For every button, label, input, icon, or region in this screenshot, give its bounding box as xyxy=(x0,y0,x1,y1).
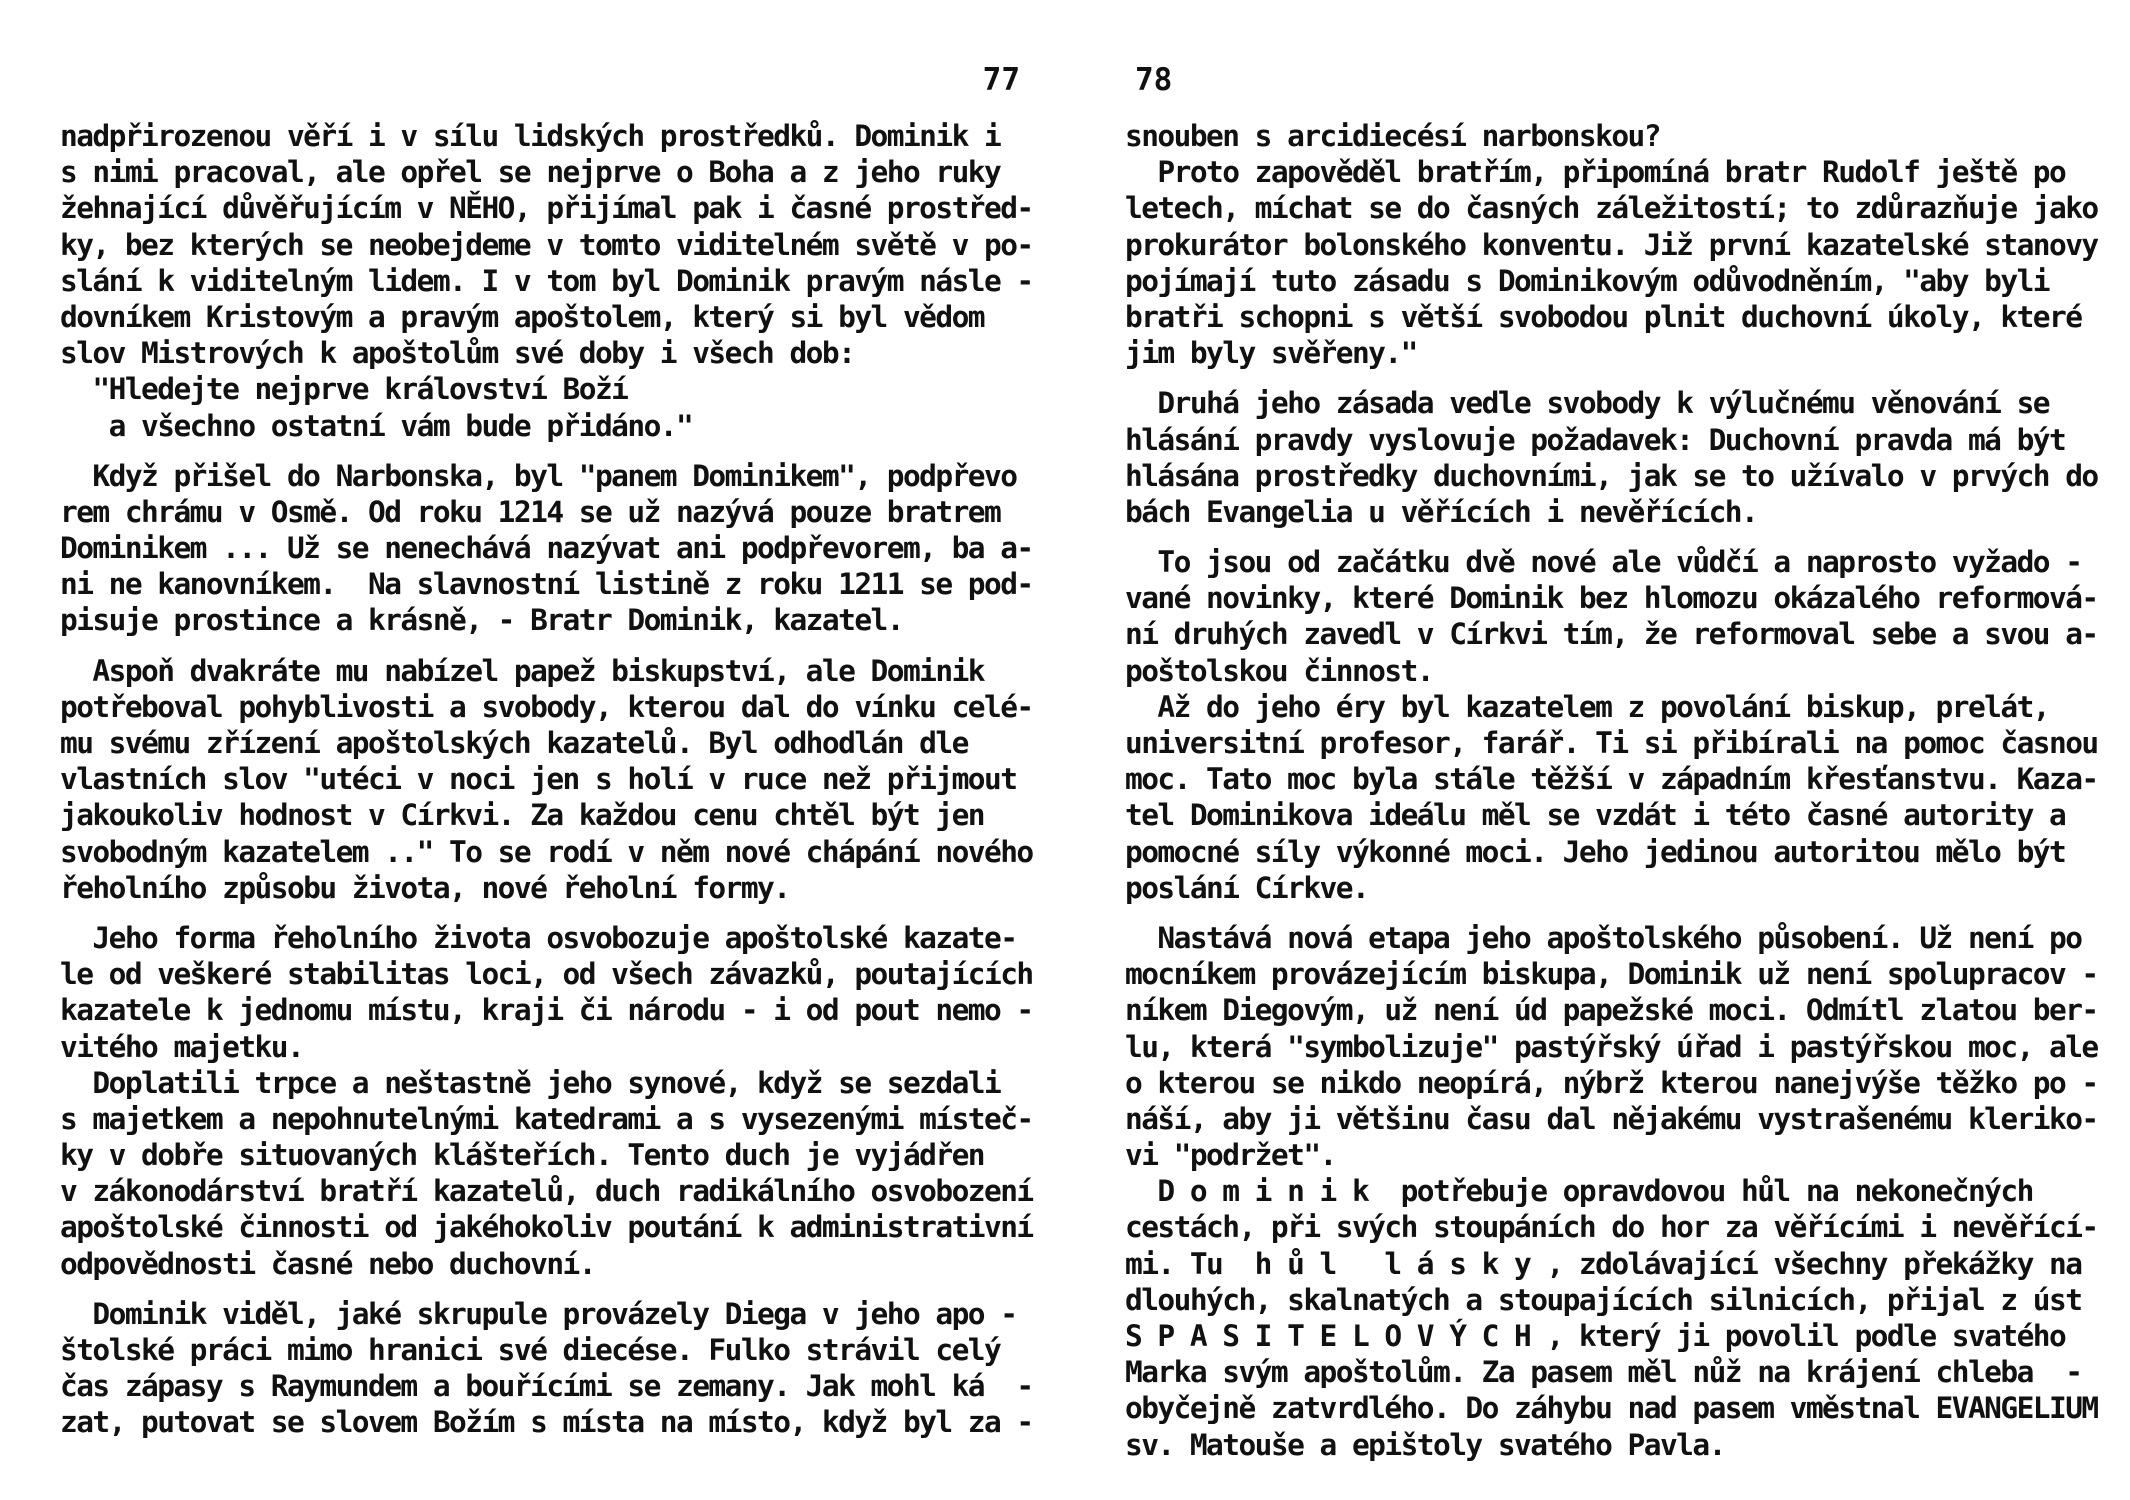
text-line: vi "podržet". xyxy=(1125,1138,1336,1173)
text-line: čas zápasy s Raymundem a bouřícími se zemany. Jak mohl ká - xyxy=(60,1369,1033,1404)
paragraph xyxy=(1125,118,2098,371)
text-line: ni ne kanovníkem. Na slavnostní listině z roku 1211 se pod- xyxy=(60,567,1033,602)
text-line: mi. Tu h ů l l á s k y , zdolávající všechny překážky na xyxy=(1125,1246,2082,1281)
paragraph xyxy=(1125,544,2098,906)
paragraph-gap xyxy=(60,906,1020,920)
text-line: Marka svým apoštolům. Za pasem měl nůž na krájení chleba - xyxy=(1125,1355,2082,1390)
text-line: Aspoň dvakráte mu nabízel papež biskupství, ale Dominik xyxy=(60,653,984,688)
right-page xyxy=(1125,0,2098,1500)
text-line: dlouhých, skalnatých a stoupajících silnicích, přijal z úst xyxy=(1125,1282,2082,1317)
text-line: nadpřirozenou věří i v sílu lidských prostředků. Dominik i xyxy=(60,119,1001,153)
text-line: ní druhých zavedl v Církvi tím, že reformoval sebe a svou a- xyxy=(1125,617,2098,652)
text-line: vitého majetku. xyxy=(60,1029,304,1064)
text-line: vané novinky, které Dominik bez hlomozu okázalého reformová- xyxy=(1125,581,2098,616)
text-line: prokurátor bolonského konventu. Již první kazatelské stanovy xyxy=(1125,227,2098,262)
text-line: pisuje prostince a krásně, - Bratr Dominik, kazatel. xyxy=(60,603,903,638)
text-line: svobodným kazatelem .." To se rodí v něm nové chápání nového xyxy=(60,834,1033,869)
paragraph-gap xyxy=(1125,530,2080,544)
left-page xyxy=(60,0,1033,1500)
text-line: a všechno ostatní vám bude přidáno." xyxy=(60,408,693,443)
text-line: pomocné síly výkonné moci. Jeho jedinou autoritou mělo být xyxy=(1125,834,2066,869)
text-line: sv. Matouše a epištoly svatého Pavla. xyxy=(1125,1427,1725,1462)
text-line: hlásání pravdy vyslovuje požadavek: Duchovní pravda má být xyxy=(1125,422,2066,457)
text-line: v zákonodárství bratří kazatelů, duch radikálního osvobození xyxy=(60,1174,1033,1209)
text-line: hlásána prostředky duchovními, jak se to užívalo v prvých do xyxy=(1125,458,2098,493)
text-line: dovníkem Kristovým a pravým apoštolem, který si byl vědom xyxy=(60,299,984,334)
text-line: náší, aby ji většinu času dal nějakému vystrašenému kleriko- xyxy=(1125,1101,2098,1136)
text-line: mu svému zřízení apoštolských kazatelů. Byl odhodlán dle xyxy=(60,726,968,760)
text-line: le od veškeré stabilitas loci, od všech závazků, poutajících xyxy=(60,957,1033,992)
text-line: Proto zapověděl bratřím, připomíná bratr Rudolf ještě po xyxy=(1125,155,2066,190)
paragraph-gap xyxy=(60,1282,1020,1296)
text-line: Dominik viděl, jaké skrupule provázely Diega v jeho apo - xyxy=(60,1296,1017,1331)
text-line: jakoukoliv hodnost v Církvi. Za každou cenu chtěl být jen xyxy=(60,798,984,833)
text-line: poštolskou činnost. xyxy=(1125,653,1433,688)
text-line: D o m i n i k potřebuje opravdovou hůl na nekonečných xyxy=(1125,1174,2033,1209)
left-page-text xyxy=(60,118,1033,1441)
paragraph-gap xyxy=(60,639,1020,653)
paragraph xyxy=(1125,920,2098,1463)
text-line: odpovědnosti časné nebo duchovní. xyxy=(60,1246,595,1281)
paragraph xyxy=(60,118,1033,444)
text-line: jim byly svěřeny." xyxy=(1125,336,1417,371)
text-line: cestách, při svých stoupáních do hor za věřícími i nevěřící- xyxy=(1125,1210,2098,1245)
text-line: Když přišel do Narbonska, byl "panem Dominikem", podpřevo xyxy=(60,458,1017,493)
text-line: zat, putovat se slovem Božím s místa na místo, když byl za - xyxy=(60,1405,1033,1440)
text-line: obyčejně zatvrdlého. Do záhybu nad pasem vměstnal EVANGELIUM xyxy=(1125,1391,2098,1426)
right-page-text xyxy=(1125,118,2098,1463)
text-line: slov Mistrových k apoštolům své doby i všech dob: xyxy=(60,336,855,371)
paragraph xyxy=(60,1296,1033,1441)
text-line: vlastních slov "utéci v noci jen s holí v ruce než přijmout xyxy=(60,762,1017,797)
text-line: poslání Církve. xyxy=(1125,870,1369,905)
paragraph xyxy=(60,920,1033,1282)
text-line: potřeboval pohyblivosti a svobody, kterou dal do vínku celé- xyxy=(60,689,1033,724)
text-line: moc. Tato moc byla stále těžší v západním křesťanstvu. Kaza- xyxy=(1125,762,2098,797)
text-line: To jsou od začátku dvě nové ale vůdčí a naprosto vyžado - xyxy=(1125,545,2082,580)
paragraph-gap xyxy=(1125,906,2080,920)
text-line: Až do jeho éry byl kazatelem z povolání biskup, prelát, xyxy=(1125,689,2049,724)
paragraph xyxy=(1125,385,2098,530)
text-line: bratři schopni s větší svobodou plnit duchovní úkoly, které xyxy=(1125,299,2082,334)
text-line: S P A S I T E L O V Ý C H , který ji povolil podle svatého xyxy=(1125,1319,2066,1353)
text-line: Nastává nová etapa jeho apoštolského působení. Už není po xyxy=(1125,920,2082,955)
text-line: slání k viditelným lidem. I v tom byl Dominik pravým násle - xyxy=(60,263,1033,298)
paragraph xyxy=(60,458,1033,639)
text-line: řeholního způsobu života, nové řeholní formy. xyxy=(60,870,790,905)
text-line: s nimi pracoval, ale opřel se nejprve o Boha a z jeho ruky xyxy=(60,155,1001,190)
paragraph-gap xyxy=(60,444,1020,458)
text-line: ky, bez kterých se neobejdeme v tomto viditelném světě v po- xyxy=(60,227,1033,262)
text-line: Jeho forma řeholního života osvobozuje apoštolské kazate- xyxy=(60,920,1017,955)
page-number-left: 77 xyxy=(982,62,1020,98)
text-line: apoštolské činnosti od jakéhokoliv poutání k administrativní xyxy=(60,1210,1033,1245)
text-line: s majetkem a nepohnutelnými katedrami a s vysezenými místeč- xyxy=(60,1101,1033,1136)
text-line: Druhá jeho zásada vedle svobody k výlučnému věnování se xyxy=(1125,386,2049,421)
text-line: bách Evangelia u věřících i nevěřících. xyxy=(1125,494,1758,529)
text-line: lu, která "symbolizuje" pastýřský úřad i pastýřskou moc, ale xyxy=(1125,1029,2098,1064)
paragraph xyxy=(60,653,1033,906)
text-line: žehnající důvěřujícím v NĚHO, přijímal pak i časné prostřed- xyxy=(60,191,1033,226)
text-line: snouben s arcidiecésí narbonskou? xyxy=(1125,119,1660,153)
text-line: ky v dobře situovaných klášteřích. Tento duch je vyjádřen xyxy=(60,1138,984,1173)
paragraph-gap xyxy=(1125,371,2080,385)
page-number-right: 78 xyxy=(1135,62,1173,98)
text-line: kazatele k jednomu místu, kraji či národu - i od pout nemo - xyxy=(60,993,1033,1028)
text-line: níkem Diegovým, už není úd papežské moci. Odmítl zlatou ber- xyxy=(1125,993,2098,1028)
text-line: pojímají tuto zásadu s Dominikovým odůvodněním, "aby byli xyxy=(1125,263,2049,298)
text-line: Dominikem ... Už se nenechává nazývat ani podpřevorem, ba a- xyxy=(60,531,1033,566)
text-line: mocníkem provázejícím biskupa, Dominik už není spolupracov - xyxy=(1125,957,2098,992)
text-line: tel Dominikova ideálu měl se vzdát i této časné autority a xyxy=(1125,798,2066,833)
text-line: o kterou se nikdo neopírá, nýbrž kterou nanejvýše těžko po - xyxy=(1125,1065,2098,1100)
text-line: universitní profesor, farář. Ti si přibírali na pomoc časnou xyxy=(1125,726,2098,760)
text-line: "Hledejte nejprve království Boží xyxy=(60,372,628,407)
text-line: štolské práci mimo hranici své diecése. Fulko strávil celý xyxy=(60,1333,1001,1367)
text-line: Doplatili trpce a neštastně jeho synové, když se sezdali xyxy=(60,1065,1001,1100)
text-line: rem chrámu v Osmě. Od roku 1214 se už nazývá pouze bratrem xyxy=(60,494,1001,529)
text-line: letech, míchat se do časných záležitostí; to zdůrazňuje jako xyxy=(1125,191,2098,226)
